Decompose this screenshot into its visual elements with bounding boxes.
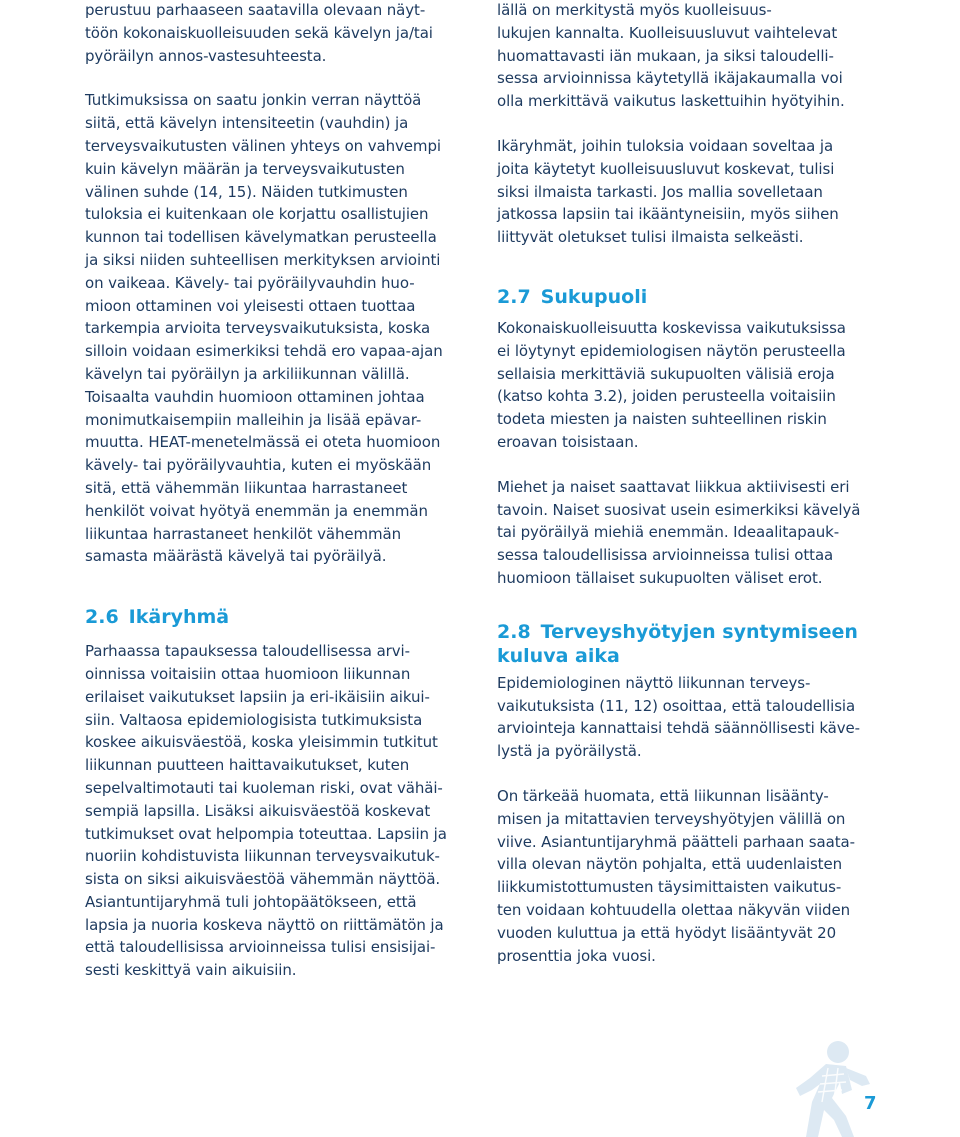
- text-line: prosenttia joka vuosi.: [497, 946, 656, 965]
- text-line: kunnon tai todellisen kävelymatkan perusteella: [85, 228, 437, 247]
- section-title: Sukupuoli: [540, 285, 648, 308]
- text-line: siin. Valtaosa epidemiologisista tutkimuksista: [85, 710, 423, 729]
- text-line: Epidemiologinen näyttö liikunnan terveys-: [497, 673, 811, 692]
- text-line: Parhaassa tapauksessa taloudellisessa arvi-: [85, 642, 410, 661]
- left-column: [85, 0, 463, 982]
- text-line: Kokonaiskuolleisuutta koskevissa vaikutuksissa: [497, 318, 846, 337]
- section-2-8-para-2: [497, 785, 877, 967]
- text-line: muutta. HEAT-menetelmässä ei oteta huomioon: [85, 433, 441, 452]
- text-line: terveysvaikutusten välinen yhteys on vahvempi: [85, 136, 441, 155]
- left-para-1: [85, 0, 463, 67]
- text-line: sitä, että vähemmän liikuntaa harrastaneet: [85, 478, 408, 497]
- left-para-2: [85, 89, 463, 568]
- text-line: joita käytetyt kuolleisuusluvut koskevat, tulisi: [497, 159, 835, 178]
- text-line: sepelvaltimotauti tai kuoleman riski, ovat vähäi-: [85, 778, 443, 797]
- section-number: 2.6: [85, 606, 119, 629]
- text-line: silloin voidaan esimerkiksi tehdä ero vapaa-ajan: [85, 342, 443, 361]
- text-line: perustuu parhaaseen saatavilla olevaan näyt-: [85, 1, 426, 19]
- text-line: välinen suhde (14, 15). Näiden tutkimusten: [85, 182, 408, 201]
- text-line: sista on siksi aikuisväestöä vähemmän näyttöä.: [85, 870, 441, 889]
- text-line: eroavan toisistaan.: [497, 432, 639, 451]
- text-line: Asiantuntijaryhmä tuli johtopäätökseen, että: [85, 892, 417, 911]
- text-line: erilaiset vaikutukset lapsiin ja eri-ikäisiin aikui-: [85, 687, 430, 706]
- text-line: sessa arvioinnissa käytetyllä ikäjakaumalla voi: [497, 69, 843, 88]
- text-line: pyöräilyn annos-vastesuhteesta.: [85, 46, 327, 65]
- text-line: kävely- tai pyöräilyvauhtia, kuten ei myöskään: [85, 456, 432, 475]
- text-line: nuoriin kohdistuvista liikunnan terveysvaikutuk-: [85, 847, 440, 866]
- text-line: oinnissa voitaisiin ottaa huomioon liikunnan: [85, 664, 411, 683]
- section-title: Terveyshyötyjen syntymiseen: [540, 620, 858, 643]
- text-line: monimutkaisempiin malleihin ja lisää epävar-: [85, 410, 422, 429]
- running-person-icon: [782, 1038, 878, 1137]
- text-line: huomattavasti iän mukaan, ja siksi taloudelli-: [497, 46, 834, 65]
- text-line: lällä on merkitystä myös kuolleisuus-: [497, 1, 772, 19]
- text-line: villa olevan näytön pohjalta, että uudenlaisten: [497, 855, 842, 874]
- text-line: henkilöt voivat hyötyä enemmän ja enemmän: [85, 501, 428, 520]
- section-2-6-body: [85, 640, 463, 982]
- text-line: siitä, että kävelyn intensiteetin (vauhdin) ja: [85, 114, 409, 133]
- text-line: liikunnan puutteen haittavaikutukset, kuten: [85, 756, 410, 775]
- section-2-7-para-2: [497, 476, 877, 590]
- text-line: kuin kävelyn määrän ja terveysvaikutusten: [85, 159, 405, 178]
- text-line: Toisaalta vauhdin huomioon ottaminen johtaa: [85, 387, 425, 406]
- section-title-continued: kuluva aika: [497, 644, 620, 667]
- text-line: liikkumistottumusten täysimittaisten vaikutus-: [497, 878, 842, 897]
- text-line: kävelyn tai pyöräilyn ja arkiliikunnan välillä.: [85, 364, 410, 383]
- text-line: On tärkeää huomata, että liikunnan lisäänty-: [497, 786, 829, 805]
- section-title: Ikäryhmä: [128, 606, 230, 629]
- section-heading-2-7: [497, 285, 877, 309]
- text-line: misen ja mitattavien terveyshyötyjen välillä on: [497, 809, 846, 828]
- text-line: Miehet ja naiset saattavat liikkua aktiivisesti eri: [497, 477, 850, 496]
- text-line: samasta määrästä kävelyä tai pyöräilyä.: [85, 547, 387, 566]
- section-2-7-para-1: [497, 317, 877, 454]
- text-line: että taloudellisissa arvioinneissa tulisi ensisijai-: [85, 938, 436, 957]
- text-line: on vaikeaa. Kävely- tai pyöräilyvauhdin huo-: [85, 273, 415, 292]
- text-line: mioon ottaminen voi yleisesti ottaen tuottaa: [85, 296, 416, 315]
- text-line: vuoden kuluttua ja että hyödyt lisääntyvät 20: [497, 923, 837, 942]
- text-line: tavoin. Naiset suosivat usein esimerkiksi kävelyä: [497, 500, 861, 519]
- text-line: ja siksi niiden suhteellisen merkityksen arviointi: [85, 250, 441, 269]
- text-line: (katso kohta 3.2), joiden perusteella voitaisiin: [497, 387, 836, 406]
- section-heading-2-8: [497, 620, 877, 668]
- right-para-2: [497, 135, 877, 249]
- text-line: tarkempia arvioita terveysvaikutuksista, koska: [85, 319, 431, 338]
- text-line: ten voidaan kohtuudella olettaa näkyvän viiden: [497, 900, 850, 919]
- text-line: sellaisia merkittäviä sukupuolten välisiä eroja: [497, 364, 835, 383]
- text-line: lukujen kannalta. Kuolleisuusluvut vaihtelevat: [497, 23, 838, 42]
- text-line: lapsia ja nuoria koskeva näyttö on riittämätön ja: [85, 915, 444, 934]
- right-column: [497, 0, 877, 967]
- page-number: 7: [864, 1093, 877, 1114]
- text-line: ei löytynyt epidemiologisen näytön perusteella: [497, 341, 846, 360]
- text-line: vaikutuksista (11, 12) osoittaa, että taloudellisia: [497, 696, 856, 715]
- text-line: tutkimukset ovat helpompia toteuttaa. Lapsiin ja: [85, 824, 447, 843]
- right-para-1: [497, 0, 877, 113]
- section-number: 2.8: [497, 620, 531, 643]
- text-line: sempiä lapsilla. Lisäksi aikuisväestöä koskevat: [85, 801, 431, 820]
- text-line: olla merkittävä vaikutus laskettuihin hyötyihin.: [497, 92, 845, 111]
- text-line: todeta miesten ja naisten suhteellinen riskin: [497, 410, 827, 429]
- text-line: Tutkimuksissa on saatu jonkin verran näyttöä: [85, 91, 422, 110]
- text-line: tai pyöräilyä miehiä enemmän. Ideaalitapauk-: [497, 523, 840, 542]
- text-line: sessa taloudellisissa arvioinneissa tulisi ottaa: [497, 546, 834, 565]
- text-line: arviointeja kannattaisi tehdä säännöllisesti käve-: [497, 719, 860, 738]
- text-line: liikuntaa harrastaneet henkilöt vähemmän: [85, 524, 402, 543]
- section-heading-2-6: [85, 605, 463, 629]
- text-line: Ikäryhmät, joihin tuloksia voidaan soveltaa ja: [497, 136, 834, 155]
- text-line: jatkossa lapsiin tai ikääntyneisiin, myös siihen: [497, 205, 839, 224]
- section-number: 2.7: [497, 285, 531, 308]
- text-line: siksi ilmaista tarkasti. Jos mallia sovelletaan: [497, 182, 823, 201]
- text-line: liittyvät oletukset tulisi ilmaista selkeästi.: [497, 228, 804, 247]
- text-line: huomioon tällaiset sukupuolten väliset erot.: [497, 568, 823, 587]
- text-line: viive. Asiantuntijaryhmä päätteli parhaan saata-: [497, 832, 855, 851]
- text-line: tuloksia ei kuitenkaan ole korjattu osallistujien: [85, 205, 429, 224]
- section-2-8-para-1: [497, 672, 877, 763]
- text-line: lystä ja pyöräilystä.: [497, 742, 642, 761]
- text-line: töön kokonaiskuolleisuuden sekä kävelyn ja/tai: [85, 23, 433, 42]
- text-line: sesti keskittyä vain aikuisiin.: [85, 961, 297, 980]
- text-line: koskee aikuisväestöä, koska yleisimmin tutkitut: [85, 733, 438, 752]
